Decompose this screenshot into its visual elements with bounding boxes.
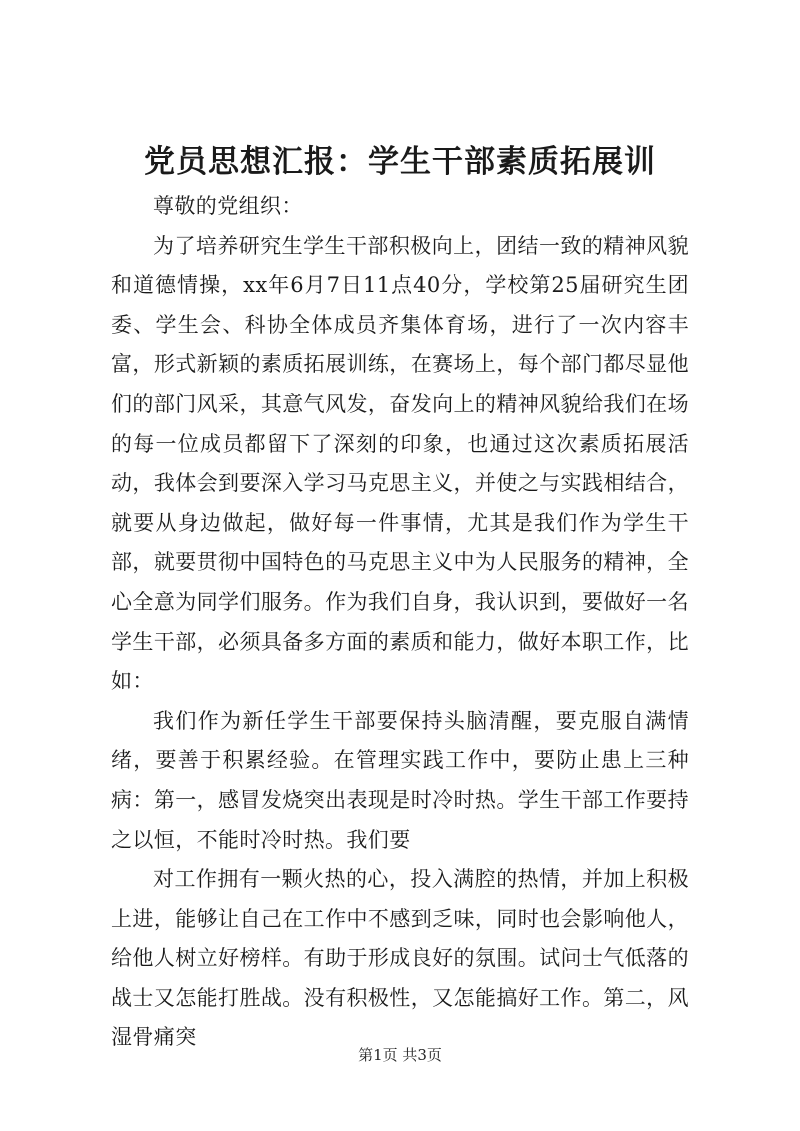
document-body xyxy=(111,187,689,1058)
paragraph-1: 为了培养研究生学生干部积极向上，团结一致的精神风貌和道德情操，xx年6月7日11点40分，学校第25届研究生团委、学生会、科协全体成员齐集体育场，进行了一次内容丰富，形式新颖的素质拓展训练，在赛场上，每个部门都尽显他们的部门风采，其意气风发，奋发向上的精神风貌给我们在场的每一位成员都留下了深刻的印象，也通过这次素质拓展活动，我体会到要深入学习马克思主义，并使之与实践相结合，就要从身边做起，做好每一件事情，尤其是我们作为学生干部，就要贯彻中国特色的马克思主义中为人民服务的精神，全心全意为同学们服务。作为我们自身，我认识到，要做好一名学生干部，必须具备多方面的素质和能力，做好本职工作，比如： xyxy=(111,233,689,694)
document-title: 党员思想汇报：学生干部素质拓展训 xyxy=(144,144,656,180)
paragraph-2: 我们作为新任学生干部要保持头脑清醒，要克服自满情绪，要善于积累经验。在管理实践工作中，要防止患上三种病：第一，感冒发烧突出表现是时冷时热。学生干部工作要持之以恒，不能时冷时热。我们要 xyxy=(111,708,689,852)
salutation: 尊敬的党组织： xyxy=(153,194,303,218)
paragraph-3: 对工作拥有一颗火热的心，投入满腔的热情，并加上积极上进，能够让自己在工作中不感到乏味，同时也会影响他人，给他人树立好榜样。有助于形成良好的氛围。试问士气低落的战士又怎能打胜战。没有积极性，又怎能搞好工作。第二，风湿骨痛突 xyxy=(111,867,689,1050)
page-number-footer: 第1页 共3页 xyxy=(358,1046,442,1064)
